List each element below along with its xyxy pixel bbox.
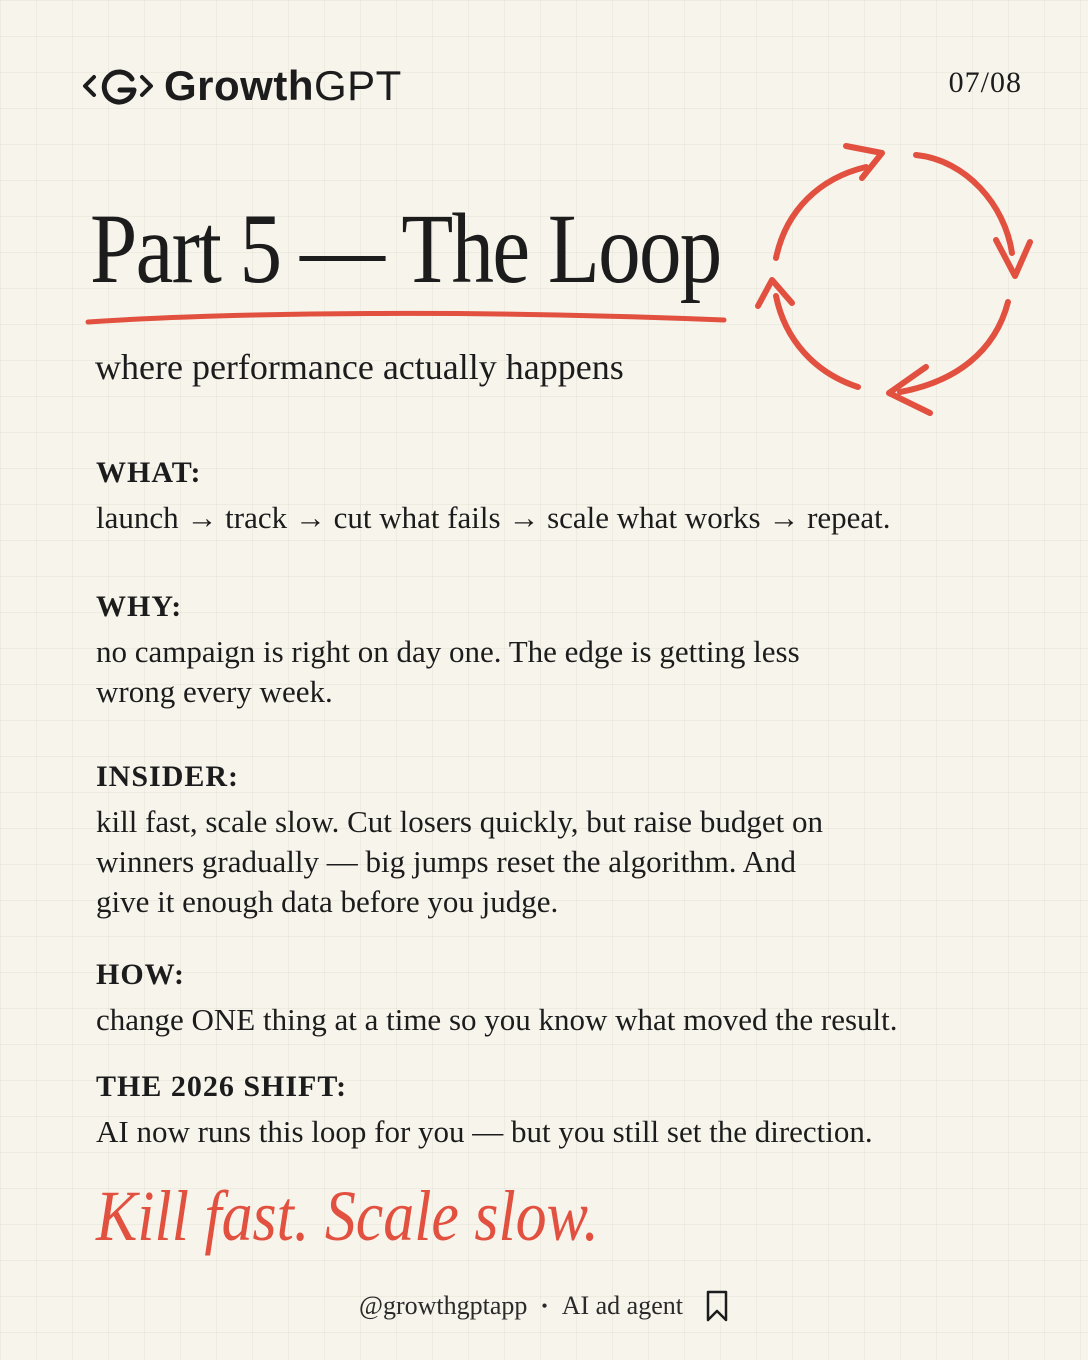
section-label: WHY:	[96, 590, 183, 623]
section-why	[96, 590, 856, 712]
page-subtitle: where performance actually happens	[95, 347, 624, 387]
brand-name-bold: Growth	[164, 62, 314, 109]
section-text: no campaign is right on day one. The edge is getting less wrong every week.	[96, 634, 800, 709]
brand-logo	[80, 58, 402, 114]
page-number: 07/08	[948, 66, 1022, 99]
section-text: launch → track → cut what fails → scale what works → repeat.	[96, 500, 891, 535]
section-label: WHAT:	[96, 456, 202, 489]
section-insider	[96, 760, 856, 922]
section-label: INSIDER:	[96, 760, 240, 793]
footer-separator: •	[541, 1295, 548, 1316]
brand-name-light: GPT	[313, 62, 402, 109]
section-2026-shift	[96, 1070, 976, 1152]
growthgpt-logo-icon	[80, 66, 156, 106]
footer	[0, 1290, 1088, 1322]
section-text: kill fast, scale slow. Cut losers quickly, but raise budget on winners gradually — big jumps reset the algorithm. And give it enough data before you judge.	[96, 804, 823, 919]
section-text: change ONE thing at a time so you know what moved the result.	[96, 1002, 898, 1037]
loop-arrows-icon	[750, 130, 1050, 430]
section-how	[96, 958, 976, 1040]
slogan: Kill fast. Scale slow.	[96, 1176, 599, 1256]
title-underline	[84, 302, 729, 332]
bookmark-icon[interactable]	[705, 1290, 729, 1322]
section-label: HOW:	[96, 958, 186, 991]
page-title: Part 5 — The Loop	[90, 193, 721, 304]
section-what	[96, 456, 976, 538]
footer-handle[interactable]: @growthgptapp	[359, 1291, 528, 1320]
section-label: THE 2026 SHIFT:	[96, 1070, 348, 1103]
brand-name	[164, 62, 402, 109]
section-text: AI now runs this loop for you — but you still set the direction.	[96, 1114, 873, 1149]
footer-tagline: AI ad agent	[561, 1291, 683, 1320]
